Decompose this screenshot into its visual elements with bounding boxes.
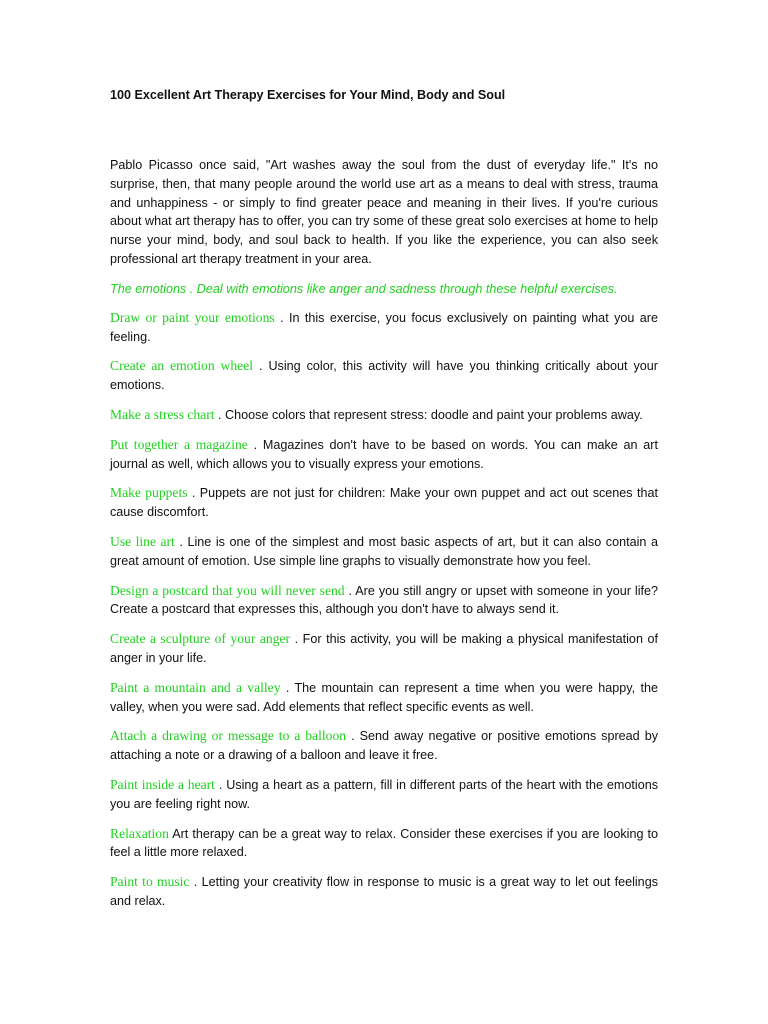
exercise-item-text: . In this exercise, you focus exclusively on painting what you are feeling. <box>110 310 658 344</box>
exercise-item <box>110 309 658 347</box>
exercise-item-text: . Using a heart as a pattern, fill in different parts of the heart with the emotions you are feeling right now. <box>110 777 658 811</box>
exercise-item <box>110 825 658 863</box>
exercise-item <box>110 436 658 474</box>
exercise-item-title: Paint to music <box>110 874 190 890</box>
document-title: 100 Excellent Art Therapy Exercises for Your Mind, Body and Soul <box>110 88 506 102</box>
exercise-item-text: . Are you still angry or upset with someone in your life? Create a postcard that expresses this, although you don't have to always send it. <box>110 583 658 617</box>
exercise-item-text: . Puppets are not just for children: Make your own puppet and act out scenes that cause discomfort. <box>110 486 658 520</box>
exercise-item <box>110 679 658 717</box>
exercise-item-text: . Letting your creativity flow in response to music is a great way to let out feelings and relax. <box>110 875 658 908</box>
exercise-item <box>110 727 658 765</box>
exercise-item-title: Put together a magazine <box>110 436 248 452</box>
exercise-item-title: Make puppets <box>110 485 188 501</box>
exercise-item <box>110 406 658 425</box>
exercise-item-text: . The mountain can represent a time when you were happy, the valley, when you were sad. Add elements that reflect specific events as well. <box>110 680 658 714</box>
exercise-item-title: Relaxation <box>110 825 169 841</box>
exercise-item-text: . Magazines don't have to be based on words. You can make an art journal as well, which allows you to visually express your emotions. <box>110 437 658 471</box>
exercise-item-title: Make a stress chart <box>110 406 215 422</box>
document-content <box>110 86 658 911</box>
exercise-item <box>110 533 658 571</box>
section-heading-emotions: The emotions . Deal with emotions like anger and sadness through these helpful exercises. <box>110 281 618 296</box>
exercise-item-title: Attach a drawing or message to a balloon <box>110 728 347 744</box>
exercise-item <box>110 873 658 911</box>
exercise-item-text: . For this activity, you will be making a physical manifestation of anger in your life. <box>110 632 658 665</box>
exercise-item-title: Draw or paint your emotions <box>110 309 275 325</box>
exercise-item <box>110 357 658 395</box>
exercise-item-text: . Send away negative or positive emotions spread by attaching a note or a drawing of a balloon and leave it free. <box>110 729 658 763</box>
exercise-item <box>110 776 658 814</box>
exercise-item <box>110 582 658 620</box>
intro-paragraph: Pablo Picasso once said, "Art washes away the soul from the dust of everyday life." It's no surprise, then, that many people around the world use art as a means to deal with stress, trauma and unhappiness - or simply to find greater peace and meaning in their lives. If you're curious about what art therapy has to offer, you can try some of these great solo exercises at home to help nurse your mind, body, and soul back to health. If you like the experience, you can also seek professional art therapy treatment in your area. <box>110 158 658 266</box>
exercise-item-title: Create an emotion wheel <box>110 358 253 374</box>
exercise-item-text: . Line is one of the simplest and most basic aspects of art, but it can also contain a great amount of emotion. Use simple line graphs to visually demonstrate how you feel. <box>110 534 658 568</box>
exercise-item <box>110 630 658 668</box>
exercise-item-text: Art therapy can be a great way to relax. Consider these exercises if you are looking to feel a little more relaxed. <box>110 826 658 860</box>
exercise-item-title: Design a postcard that you will never send <box>110 582 345 598</box>
exercise-item-text: . Using color, this activity will have you thinking critically about your emotions. <box>110 359 658 393</box>
exercise-item-title: Create a sculpture of your anger <box>110 631 291 647</box>
exercise-list <box>110 309 658 911</box>
exercise-item-text: . Choose colors that represent stress: doodle and paint your problems away. <box>214 407 643 422</box>
exercise-item-title: Paint inside a heart <box>110 776 215 792</box>
exercise-item-title: Use line art <box>110 533 175 549</box>
exercise-item <box>110 484 658 522</box>
exercise-item-title: Paint a mountain and a valley <box>110 679 281 695</box>
